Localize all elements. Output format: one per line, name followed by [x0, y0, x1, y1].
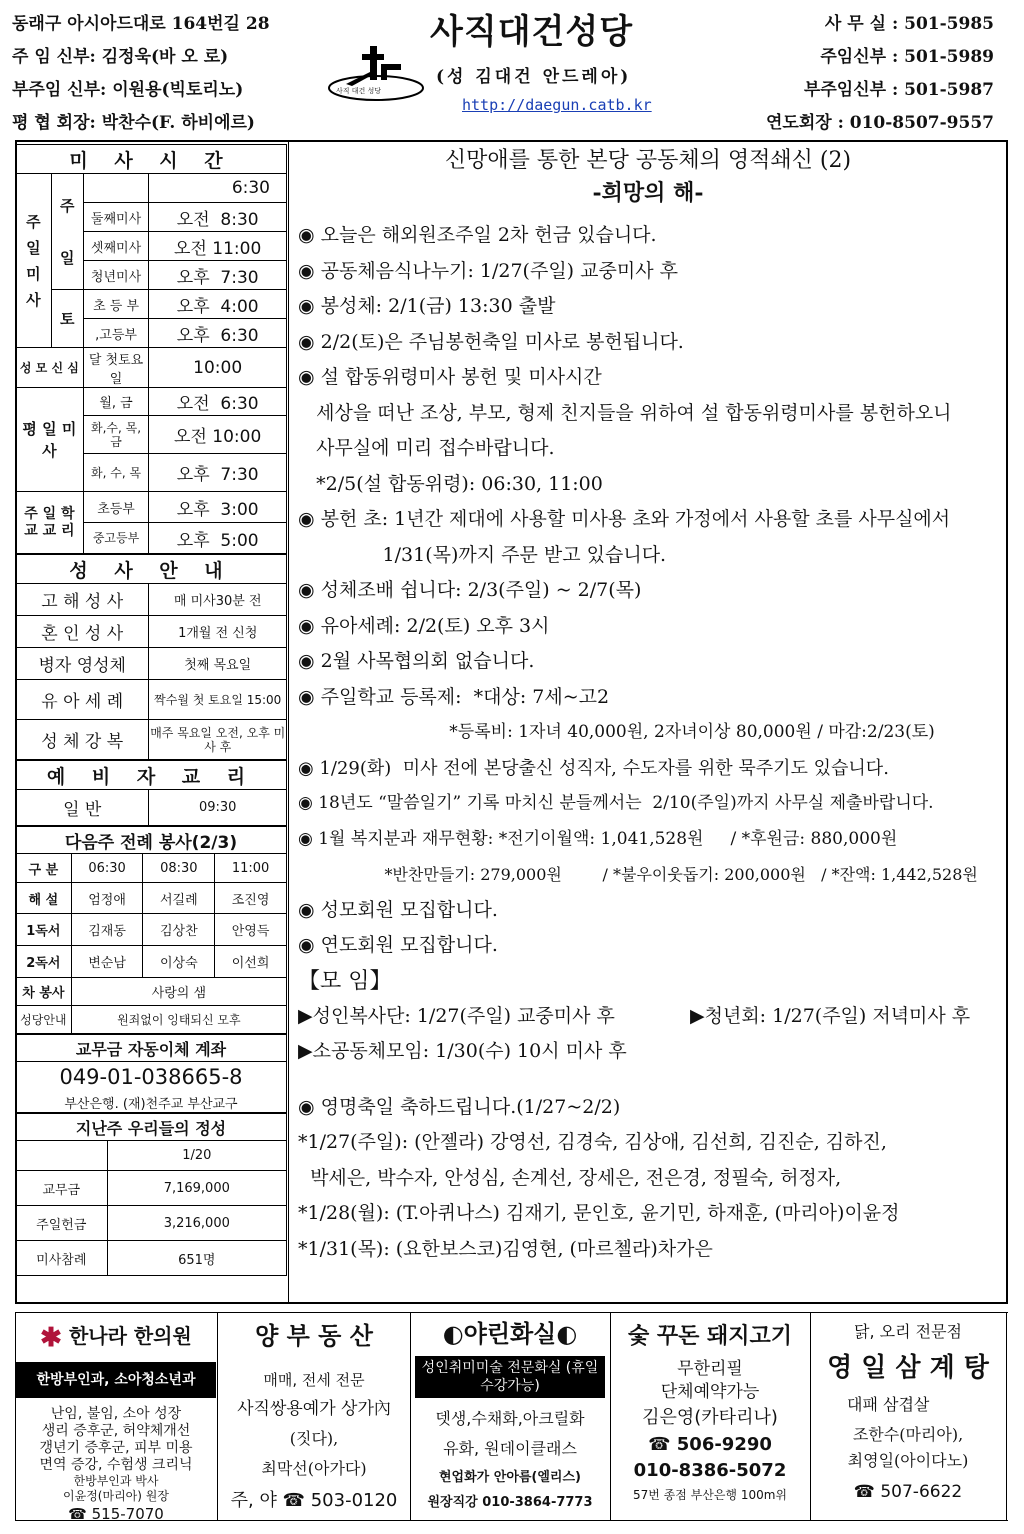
logo-caption: 사직 대건 성당: [336, 87, 382, 95]
ad-phone: ☎ 507-6622: [853, 1482, 963, 1502]
car-duty-label: 차 봉사: [16, 978, 72, 1006]
ad-phone: ☎ 503-0120: [282, 1490, 398, 1511]
ad-owner: 현업화가 안아름(엘리스): [439, 1470, 581, 1485]
ad-line: 최영일(아이다노): [847, 1451, 969, 1470]
ad-line: 단체예약가능: [660, 1382, 760, 1402]
patron-saint: (성 김대건 안드레아): [436, 67, 632, 87]
council-president: 평 협 회장: 박찬수(F. 하비에르): [12, 113, 255, 133]
ad-line: 대패 삼겹살: [847, 1395, 930, 1414]
saturday-label: 토: [51, 290, 83, 348]
ad-band: 한방부인과, 소아청소년과: [16, 1362, 216, 1398]
notice-line: ◉ 유아세례: 2/2(토) 오후 3시: [298, 614, 550, 637]
assistant-pastor: 부주임 신부: 이원용(빅토리노): [12, 80, 244, 100]
mass-name: 청년미사: [83, 261, 149, 290]
school-name: 중고등부: [83, 523, 149, 554]
notice-line: 세상을 떠난 조상, 부모, 형제 친지들을 위하여 설 합동위령미사를 봉헌하오니: [298, 401, 952, 424]
notice-line: ◉ 봉성체: 2/1(금) 13:30 출발: [298, 295, 556, 317]
duty-person: 변순남: [71, 946, 143, 978]
notice-line: ◉ 연도회원 모집합니다.: [298, 934, 498, 956]
column-divider: [288, 140, 289, 1302]
phone-yeondo: 연도회장 : 010-8507-9557: [765, 113, 994, 133]
duty-person: 서길례: [143, 883, 215, 914]
ad-phone-row: [218, 1484, 410, 1518]
duty-role: 1독서: [16, 914, 72, 946]
sacrament-value: 매 미사30분 전: [149, 584, 287, 616]
ad-kkudon-pork: [611, 1316, 809, 1516]
feast-line: ◉ 영명축일 축하드립니다.(1/27~2/2): [298, 1095, 621, 1118]
sacrament-name: 고 해 성 사: [16, 584, 149, 616]
mass-name: 월, 금: [83, 388, 149, 416]
offering-title: 지난주 우리들의 정성: [16, 1114, 287, 1141]
mass-time: 오전 10:00: [149, 416, 287, 454]
account-title: 교무금 자동이체 계좌: [16, 1035, 287, 1062]
notice-line: ◉ 성체조배 쉽니다: 2/3(주일) ~ 2/7(목): [298, 579, 642, 601]
holy-mother-time: 10:00: [149, 348, 287, 388]
notice-line: ◉ 성모회원 모집합니다.: [298, 898, 498, 921]
ad-hannara-clinic: [16, 1316, 216, 1523]
car-duty-value: 사랑의 샘: [71, 978, 286, 1006]
duty-header: 08:30: [143, 854, 215, 883]
catechism-time: 09:30: [149, 790, 287, 826]
duty-person: 김재동: [71, 914, 143, 946]
sacrament-title: 성 사 안 내: [16, 555, 287, 584]
header-left-info: [12, 8, 312, 140]
school-time: 오후 5:00: [149, 523, 287, 554]
ad-location: 57번 종점 부산은행 100m위: [632, 1488, 788, 1502]
ad-phone: 원장직강 010-3864-7773: [427, 1495, 593, 1510]
ad-phone: ☎ 506-9290: [648, 1434, 772, 1455]
meeting-title: 【모 임】: [298, 968, 392, 994]
ad-line: 김은영(카타리나): [642, 1407, 778, 1428]
ad-line: 매매, 전세 전문: [263, 1371, 365, 1389]
address: 동래구 아시아드대로 164번길 28: [12, 14, 270, 34]
offering-table: [15, 1113, 287, 1276]
mass-schedule-table: [15, 144, 287, 554]
feast-line: *1/27(주일): (안젤라) 강영선, 김경숙, 김상애, 김선희, 김진순, 김하진,: [298, 1131, 887, 1153]
ad-name: 영 일 삼 계 탕: [827, 1353, 989, 1383]
duty-header: 11:00: [215, 854, 287, 883]
body-divider: [15, 1302, 1008, 1304]
ad-line: (짓다),: [289, 1429, 339, 1448]
ad-line: 생리 증후군, 허약체개선: [41, 1423, 191, 1439]
ad-name: ◐야린화실◐: [442, 1319, 578, 1348]
website-link[interactable]: http://daegun.catb.kr: [462, 96, 652, 114]
header-divider: [15, 140, 1008, 142]
mass-name: 화, 수, 목: [83, 454, 149, 492]
ad-name: 양 부 동 산: [255, 1321, 373, 1350]
right-frame-line: [1006, 140, 1008, 1302]
notice-line: *2/5(설 합동위령): 06:30, 11:00: [298, 472, 603, 495]
offering-name: 주일헌금: [16, 1206, 108, 1241]
holy-mother-label: 성 모 신 심: [16, 348, 84, 388]
mass-time: 오전 8:30: [149, 203, 287, 232]
feast-line: 박세은, 박수자, 안성심, 손계선, 장세은, 전은경, 정필숙, 허정자,: [298, 1166, 842, 1189]
notice-line: ◉ 주일학교 등록제: *대상: 7세~고2: [298, 685, 610, 708]
offering-name: 미사참례: [16, 1241, 108, 1276]
sacrament-value: 1개월 전 신청: [149, 616, 287, 648]
sacrament-name: 병자 영성체: [16, 648, 149, 680]
mass-name: 셋째미사: [83, 232, 149, 261]
duty-person: 이선희: [215, 946, 287, 978]
sunday-label: 주 일: [51, 174, 83, 290]
duty-person: 김상찬: [143, 914, 215, 946]
pastor: 주 임 신부: 김정욱(바 오 로): [12, 47, 229, 67]
ad-line: 면역 증강, 수험생 크리닉: [39, 1457, 193, 1473]
ad-line: 사직쌍용예가 상가內: [237, 1399, 391, 1419]
meeting-line: ▶청년회: 1/27(주일) 저녁미사 후: [690, 1005, 971, 1027]
mass-time: 오전 6:30: [149, 388, 287, 416]
ad-owner: 한방부인과 박사: [73, 1474, 159, 1488]
notice-line: ◉ 공동체음식나누기: 1/27(주일) 교중미사 후: [298, 259, 678, 282]
notice-line: *등록비: 1자녀 40,000원, 2자녀이상 80,000원 / 마감:2/23(토): [298, 722, 935, 742]
notice-line: ◉ 봉헌 초: 1년간 제대에 사용할 미사용 초와 가정에서 사용할 초를 사무실에서: [298, 508, 951, 530]
header-phone-list: [724, 8, 994, 140]
ads-top-line: [15, 1312, 1008, 1313]
notice-line: ◉ 설 합동위령미사 봉헌 및 미사시간: [298, 366, 602, 388]
duty-title: 다음주 전례 봉사(2/3): [16, 827, 287, 854]
duty-person: 안영득: [215, 914, 287, 946]
ad-line: 조한수(마리아),: [852, 1425, 964, 1444]
phone-office: 사 무 실 : 501-5985: [824, 14, 994, 34]
ad-phone: 010-8386-5072: [633, 1460, 787, 1481]
notice-line: ◉ 18년도 “말씀일기” 기록 마치신 분들께서는 2/10(주일)까지 사무실 제출바랍니다.: [298, 793, 934, 813]
notice-column: [298, 146, 998, 1267]
mass-name: 초 등 부: [83, 290, 149, 319]
ad-phone: ☎ 515-7070: [68, 1505, 164, 1523]
mass-time: 오후 6:30: [149, 319, 287, 348]
mass-time: 6:30: [149, 174, 287, 203]
ad-band: 성인취미미술 전문화실 (휴일 수강가능): [415, 1356, 605, 1398]
ad-name: 숯 꾸돈 돼지고기: [627, 1324, 793, 1349]
church-guide-label: 성당안내: [16, 1006, 72, 1034]
notice-line: ◉ 오늘은 해외원조주일 2차 헌금 있습니다.: [298, 224, 657, 246]
phone-assistant: 부주임신부 : 501-5987: [803, 80, 994, 100]
notice-title: 신망애를 통한 본당 공동체의 영적쇄신 (2): [444, 148, 852, 173]
mass-title: 미 사 시 간: [16, 145, 287, 174]
ad-phone-prefix: 주, 야: [230, 1490, 277, 1511]
notice-line: 1/31(목)까지 주문 받고 있습니다.: [298, 543, 667, 566]
offering-date: 1/20: [107, 1141, 286, 1171]
offering-name: 교무금: [16, 1171, 108, 1206]
duty-person: 엄정애: [71, 883, 143, 914]
phone-pastor: 주임신부 : 501-5989: [820, 47, 994, 67]
flower-icon: ✱: [40, 1323, 62, 1353]
school-name: 초등부: [83, 492, 149, 523]
meeting-row: [298, 999, 998, 1034]
ad-name: 한나라 한의원: [68, 1324, 192, 1348]
mass-name: ,고등부: [83, 319, 149, 348]
ad-title-row: [16, 1316, 216, 1356]
ad-line: 최막선(아가다): [261, 1459, 367, 1478]
weekday-mass-label: 평 일 미 사: [16, 388, 84, 492]
sacrament-name: 혼 인 성 사: [16, 616, 149, 648]
holy-mother-day: 달 첫토요일: [83, 348, 149, 388]
sunday-school-label: 주 일 학 교 교 리: [16, 492, 84, 554]
sacrament-value: 첫째 목요일: [149, 648, 287, 680]
catechism-table: [15, 760, 287, 826]
mass-time: 오후 7:30: [149, 454, 287, 492]
mass-name: 둘째미사: [83, 203, 149, 232]
ad-youngil-samgyetang: [811, 1316, 1005, 1516]
ad-line: 난임, 불임, 소아 성장: [50, 1406, 182, 1422]
ad-owner: 이윤정(마리아) 원장: [63, 1489, 169, 1503]
ad-top: 닭, 오리 전문점: [854, 1322, 962, 1341]
notice-line: ◉ 1/29(화) 미사 전에 본당출신 성직자, 수도자를 위한 묵주기도 있습니다.: [298, 757, 889, 779]
duty-role: 2독서: [16, 946, 72, 978]
account-table: [15, 1034, 287, 1113]
notice-line: ◉ 2/2(토)은 주님봉헌축일 미사로 봉헌됩니다.: [298, 330, 684, 353]
feast-line: *1/28(월): (T.아퀴나스) 김재기, 문인호, 윤기민, 하재훈, (마리아)이윤정: [298, 1202, 900, 1224]
duty-role: 해 설: [16, 883, 72, 914]
duty-header: 06:30: [71, 854, 143, 883]
offering-value: 7,169,000: [107, 1171, 286, 1206]
liturgy-duty-table: [15, 826, 287, 1034]
sacrament-name: 유 아 세 례: [16, 680, 149, 720]
ad-line: 뎃생,수채화,아크릴화: [435, 1409, 585, 1428]
notice-line: ◉ 2월 사목협의회 없습니다.: [298, 650, 535, 672]
ad-yang-realty: [218, 1316, 410, 1516]
duty-header: 구 분: [16, 854, 72, 883]
mass-name: 화,수, 목, 금: [83, 416, 149, 454]
mass-time: 오전 11:00: [149, 232, 287, 261]
feast-line: *1/31(목): (요한보스코)김영현, (마르첼라)차가은: [298, 1237, 713, 1260]
ad-line: 유화, 원데이클래스: [443, 1439, 577, 1458]
offering-value: 3,216,000: [107, 1206, 286, 1241]
left-info-column: [15, 144, 287, 1276]
ad-yarin-studio: [411, 1316, 609, 1516]
sacrament-name: 성 체 강 복: [16, 720, 149, 760]
ad-line: 갱년기 증후군, 피부 미용: [39, 1440, 193, 1456]
mass-name: [83, 174, 149, 203]
duty-person: 이상숙: [143, 946, 215, 978]
mass-time: 오후 4:00: [149, 290, 287, 319]
meeting-line: ▶소공동체모임: 1/30(수) 10시 미사 후: [298, 1040, 627, 1062]
ads-right-line: [1006, 1312, 1007, 1520]
ad-line: 무한리필: [677, 1359, 743, 1379]
sacrament-table: [15, 554, 287, 760]
catechism-name: 일 반: [16, 790, 149, 826]
sacrament-value: 짝수월 첫 토요일 15:00: [149, 680, 287, 720]
mass-time: 오후 7:30: [149, 261, 287, 290]
notice-line: ◉ 1월 복지분과 재무현황: *전기이월액: 1,041,528원 / *후원금: 880,000원: [298, 828, 898, 849]
account-number: 049-01-038665-8: [16, 1062, 287, 1093]
duty-person: 조진영: [215, 883, 287, 914]
church-name: 사직대건성당: [430, 12, 634, 52]
sunday-mass-label: 주 일 미 사: [16, 174, 52, 348]
notice-line: *반찬만들기: 279,000원 / *불우이웃돕기: 200,000원 / *잔액: 1,442,528원: [298, 865, 978, 884]
catechism-title: 예 비 자 교 리: [16, 761, 287, 790]
sacrament-value: 매주 목요일 오전, 오후 미사 후: [149, 720, 287, 760]
account-bank: 부산은행. (재)천주교 부산교구: [16, 1092, 287, 1113]
notice-subtitle: -희망의 해-: [592, 180, 704, 206]
church-guide-value: 원죄없이 잉태되신 모후: [71, 1006, 286, 1034]
offering-value: 651명: [107, 1241, 286, 1276]
meeting-line: ▶성인복사단: 1/27(주일) 교중미사 후: [298, 1005, 615, 1027]
notice-line: 사무실에 미리 접수바랍니다.: [298, 437, 555, 459]
school-time: 오후 3:00: [149, 492, 287, 523]
